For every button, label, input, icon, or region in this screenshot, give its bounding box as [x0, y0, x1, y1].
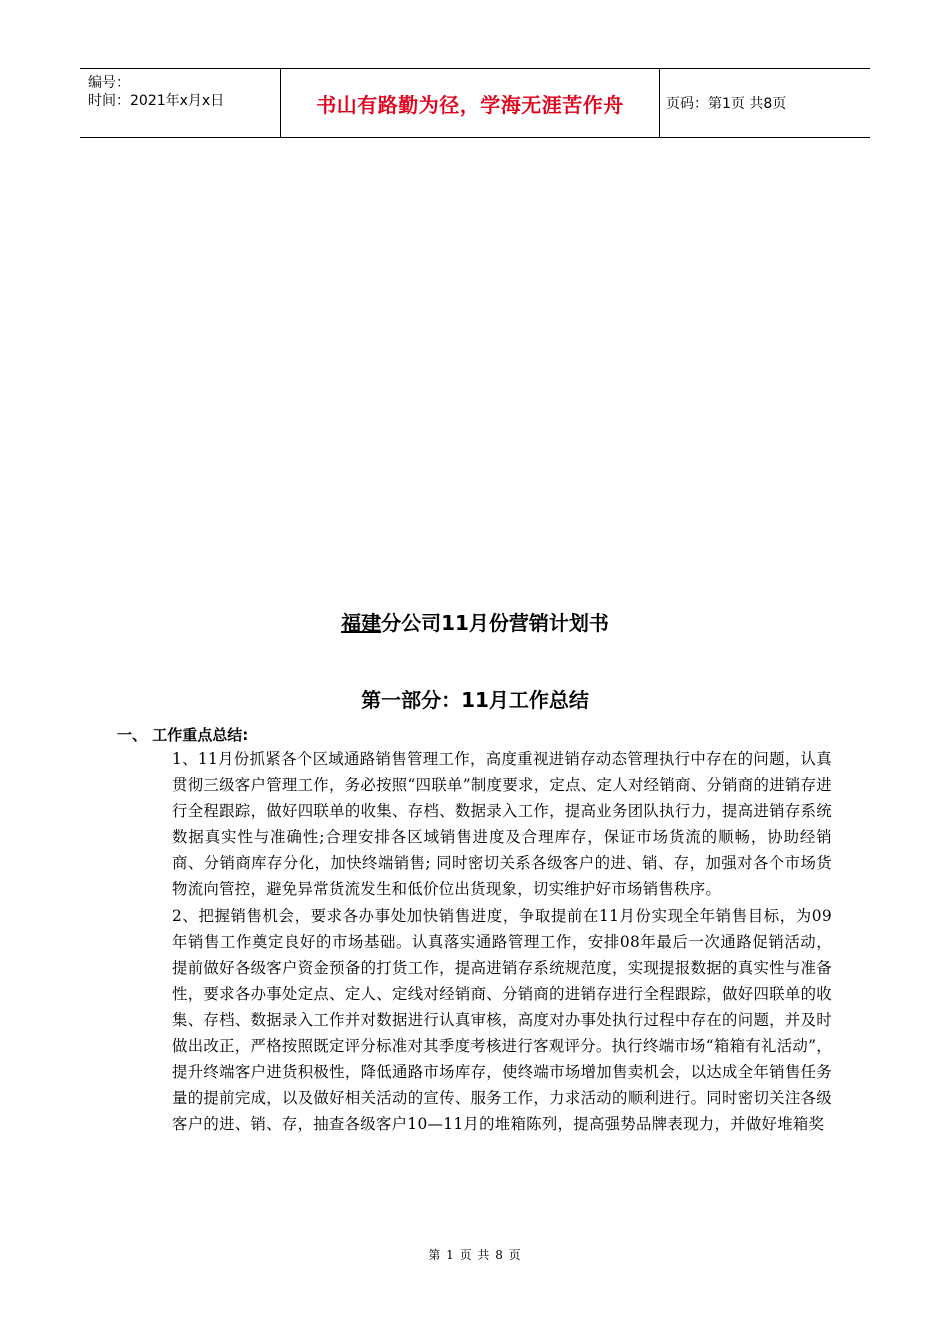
paragraph-1: 1、11月份抓紧各个区域通路销售管理工作，高度重视进销存动态管理执行中存在的问题，认真贯彻三级客户管理工作，务必按照“四联单”制度要求，定点、定人对经销商、分销商的进销存进行全程跟踪，做好四联单的收集、存档、数据录入工作，提高业务团队执行力，提高进销存系统数据真实性与准确性;合理安排各区域销售进度及合理库存，保证市场货流的顺畅，协助经销商、分销商库存分化，加快终端销售; 同时密切关系各级客户的进、销、存，加强对各个市场货物流向管控，避免异常货流发生和低价位出货现象，切实维护好市场销售秩序。	[172, 750, 832, 899]
part-title: 第一部分：11月工作总结	[361, 688, 589, 712]
document-title	[0, 607, 950, 636]
number-label: 编号：	[88, 75, 130, 91]
header-motto: 书山有路勤为径，学海无涯苦作舟	[280, 69, 660, 137]
header-page-info: 页码：第1页 共8页	[666, 96, 787, 112]
section-heading: 一、 工作重点总结:	[117, 726, 249, 744]
time-label: 时间：2021年x月x日	[88, 93, 225, 109]
title-underlined: 福建	[341, 611, 382, 635]
header-meta	[80, 69, 280, 137]
paragraph-2: 2、把握销售机会，要求各办事处加快销售进度，争取提前在11月份实现全年销售目标，为09年销售工作奠定良好的市场基础。认真落实通路管理工作，安排08年最后一次通路促销活动，提前做好各级客户资金预备的打货工作，提高进销存系统规范度，实现提报数据的真实性与准备性，要求各办事处定点、定人、定线对经销商、分销商的进销存进行全程跟踪，做好四联单的收集、存档、数据录入工作并对数据进行认真审核，高度对办事处执行过程中存在的问题，并及时做出改正，严格按照既定评分标准对其季度考核进行客观评分。执行终端市场“箱箱有礼活动”，提升终端客户进货积极性，降低通路市场库存，使终端市场增加售卖机会，以达成全年销售任务量的提前完成，以及做好相关活动的宣传、服务工作，力求活动的顺利进行。同时密切关注各级客户的进、销、存，抽查各级客户10—11月的堆箱陈列，提高强势品牌表现力，并做好堆箱奖	[172, 906, 832, 1134]
body-text	[172, 746, 832, 1137]
title-rest: 分公司11月份营销计划书	[381, 611, 609, 635]
page-footer: 第 1 页 共 8 页	[428, 1248, 522, 1262]
page-header	[80, 68, 870, 138]
